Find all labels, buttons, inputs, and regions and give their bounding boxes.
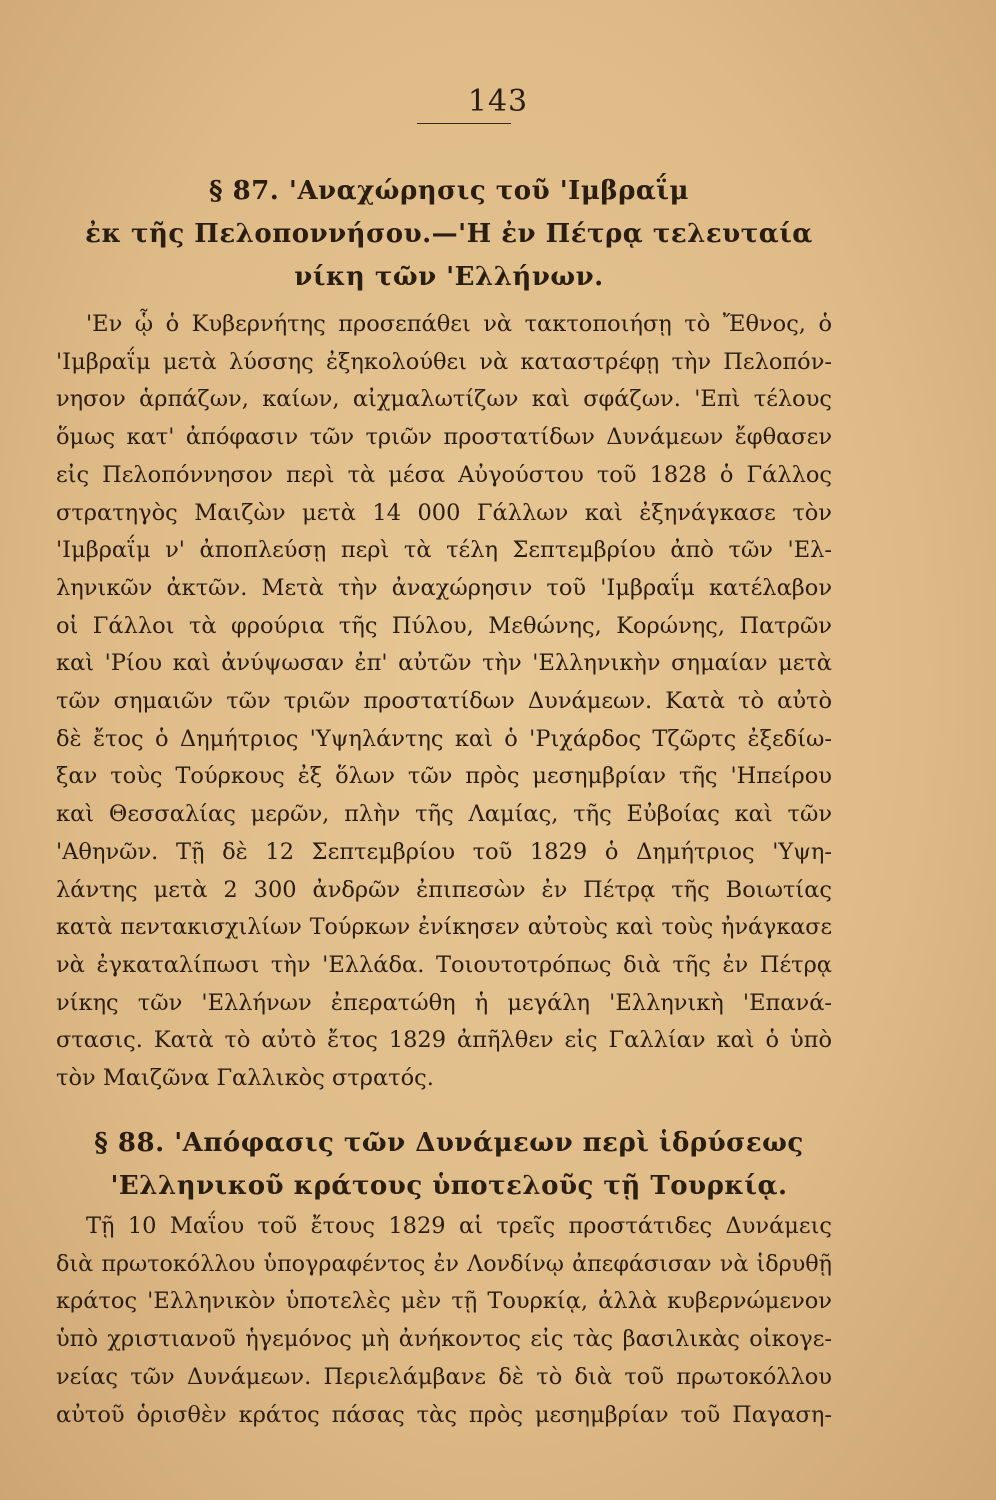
heading-line: § 87. 'Αναχώρησις τοῦ 'Ιμβραΐμ (208, 176, 690, 206)
section-87-heading (56, 170, 842, 299)
section-87-body (56, 306, 832, 1098)
text-line: 'Ιμβραΐμ μετὰ λύσσης ἐξηκολούθει νὰ καταστρέφῃ τὴν Πελοπόν- (56, 348, 832, 375)
text-line: οἱ Γάλλοι τὰ φρούρια τῆς Πύλου, Μεθώνης, Κορώνης, Πατρῶν (56, 612, 832, 639)
heading-line: 'Ελληνικοῦ κράτους ὑποτελοῦς τῇ Τουρκίᾳ. (110, 1171, 788, 1201)
section-88-body (56, 1208, 832, 1434)
heading-line: ἐκ τῆς Πελοποννήσου.—'Η ἐν Πέτρᾳ τελευταία (85, 219, 813, 249)
text-line: εἰς Πελοπόννησον περὶ τὰ μέσα Αὐγούστου τοῦ 1828 ὁ Γάλλος (56, 461, 832, 488)
section-88-heading (56, 1122, 842, 1208)
text-line: καὶ 'Ρίου καὶ ἀνύψωσαν ἐπ' αὐτῶν τὴν 'Ελληνικὴν σημαίαν μετὰ (56, 650, 832, 677)
text-line: 'Αθηνῶν. Τῇ δὲ 12 Σεπτεμβρίου τοῦ 1829 ὁ Δημήτριος 'Υψη- (56, 838, 832, 865)
text-line: τὸν Μαιζῶνα Γαλλικὸς στρατός. (56, 1065, 434, 1092)
text-line: κράτος 'Ελληνικὸν ὑποτελὲς μὲν τῇ Τουρκίᾳ, ἀλλὰ κυβερνώμενον (56, 1288, 832, 1315)
text-line: τῶν σημαιῶν τῶν τριῶν προστατίδων Δυνάμεων. Κατὰ τὸ αὐτὸ (56, 688, 832, 715)
text-line: ληνικῶν ἀκτῶν. Μετὰ τὴν ἀναχώρησιν τοῦ 'Ιμβραΐμ κατέλαβον (56, 574, 832, 601)
text-line: ξαν τοὺς Τούρκους ἐξ ὅλων τῶν πρὸς μεσημβρίαν τῆς 'Ηπείρου (56, 763, 832, 790)
text-line: νίκης τῶν 'Ελλήνων ἐπερατώθη ἡ μεγάλη 'Ελληνικὴ 'Επανά- (56, 989, 832, 1016)
page-number: 143 (467, 84, 529, 119)
text-line: διὰ πρωτοκόλλου ὑπογραφέντος ἐν Λονδίνῳ ἀπεφάσισαν νὰ ἱδρυθῇ (56, 1250, 832, 1277)
text-line: κατὰ πεντακισχιλίων Τούρκων ἐνίκησεν αὐτοὺς καὶ τοὺς ἠνάγκασε (56, 914, 832, 941)
text-line: δὲ ἔτος ὁ Δημήτριος 'Υψηλάντης καὶ ὁ 'Ριχάρδος Τζῶρτς ἐξεδίω- (56, 725, 832, 752)
text-line: 'Εν ᾧ ὁ Κυβερνήτης προσεπάθει νὰ τακτοποιήσῃ τὸ Ἔθνος, ὁ (86, 311, 832, 337)
page-number-rule (417, 123, 511, 124)
text-line: στρατηγὸς Μαιζὼν μετὰ 14 000 Γάλλων καὶ ἐξηνάγκασε τὸν (56, 499, 832, 526)
text-line: στασις. Κατὰ τὸ αὐτὸ ἔτος 1829 ἀπῆλθεν εἰς Γαλλίαν καὶ ὁ ὑπὸ (56, 1027, 832, 1054)
text-line: νησον ἁρπάζων, καίων, αἰχμαλωτίζων καὶ σφάζων. 'Επὶ τέλους (56, 386, 832, 413)
text-line: νὰ ἐγκαταλίπωσι τὴν 'Ελλάδα. Τοιουτοτρόπως διὰ τῆς ἐν Πέτρᾳ (56, 951, 832, 978)
heading-line: νίκη τῶν 'Ελλήνων. (294, 262, 604, 292)
text-line: νείας τῶν Δυνάμεων. Περιελάμβανε δὲ τὸ διὰ τοῦ πρωτοκόλλου (56, 1363, 832, 1390)
text-line: λάντης μετὰ 2 300 ἀνδρῶν ἐπιπεσὼν ἐν Πέτρᾳ τῆς Βοιωτίας (56, 876, 832, 903)
text-line: Τῇ 10 Μαΐου τοῦ ἔτους 1829 αἱ τρεῖς προστάτιδες Δυνάμεις (86, 1213, 832, 1239)
text-line: 'Ιμβραΐμ ν' ἀποπλεύσῃ περὶ τὰ τέλη Σεπτεμβρίου ἀπὸ τῶν 'Ελ- (56, 537, 832, 564)
heading-line: § 88. 'Απόφασις τῶν Δυνάμεων περὶ ἱδρύσεως (94, 1128, 804, 1158)
text-line: αὐτοῦ ὁρισθὲν κράτος πάσας τὰς πρὸς μεσημβρίαν τοῦ Παγαση- (56, 1401, 832, 1428)
text-line: ὅμως κατ' ἀπόφασιν τῶν τριῶν προστατίδων Δυνάμεων ἔφθασεν (56, 424, 832, 451)
text-line: ὑπὸ χριστιανοῦ ἡγεμόνος μὴ ἀνήκοντος εἰς τὰς βασιλικὰς οἰκογε- (56, 1326, 832, 1353)
text-line: καὶ Θεσσαλίας μερῶν, πλὴν τῆς Λαμίας, τῆς Εὐβοίας καὶ τῶν (56, 801, 832, 828)
